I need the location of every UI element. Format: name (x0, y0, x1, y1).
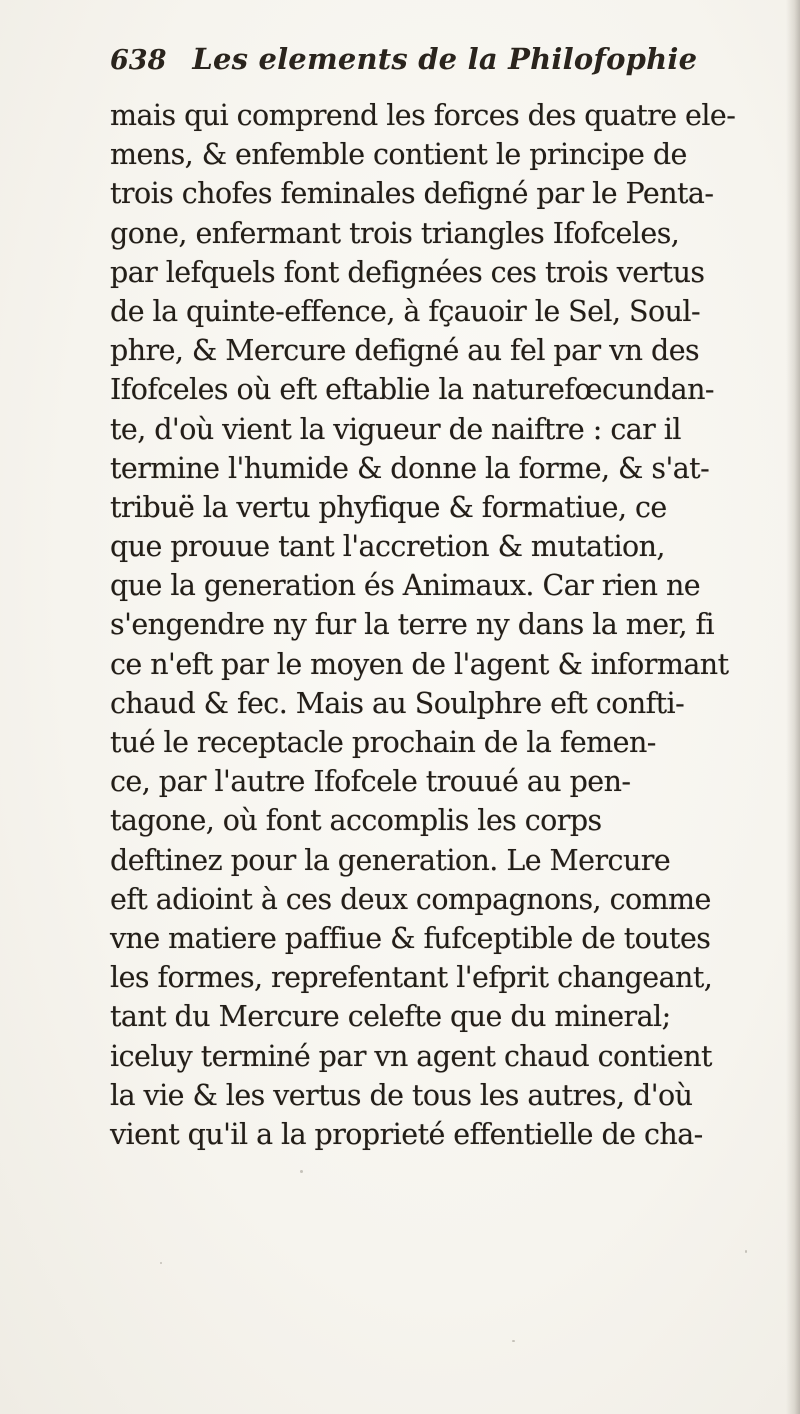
text-line: Ifofceles où eft eftablie la naturefœcundan- (110, 373, 714, 407)
running-title: Les elements de la Philofophie (192, 42, 698, 76)
text-line: tagone, où font accomplis les corps (110, 804, 602, 838)
page-number: 638 (110, 45, 167, 76)
text-line: que prouue tant l'accretion & mutation, (110, 530, 665, 564)
text-line: par lefquels font defignées ces trois vertus (110, 255, 705, 289)
text-line: tant du Mercure celefte que du mineral; (110, 1000, 671, 1034)
text-line: termine l'humide & donne la forme, & s'at- (110, 451, 710, 485)
text-line: deftinez pour la generation. Le Mercure (110, 843, 671, 877)
text-line: ce n'eft par le moyen de l'agent & informant (110, 647, 729, 681)
paper-speck (745, 1250, 747, 1253)
text-line: ce, par l'autre Ifofcele trouué au pen- (110, 765, 631, 799)
text-line: vne matiere paffiue & fufceptible de toutes (110, 921, 711, 955)
text-line: gone, enfermant trois triangles Ifofceles, (110, 216, 680, 250)
text-line: tribuë la vertu phyfique & formatiue, ce (110, 490, 667, 524)
text-line: phre, & Mercure defigné au fel par vn des (110, 334, 700, 368)
paper-speck (300, 1170, 303, 1173)
text-line: iceluy terminé par vn agent chaud contient (110, 1039, 712, 1073)
paper-speck (512, 1340, 515, 1342)
text-line: chaud & fec. Mais au Soulphre eft confti- (110, 686, 685, 720)
text-line: que la generation és Animaux. Car rien ne (110, 569, 701, 603)
body-text (110, 96, 800, 1154)
text-line: la vie & les vertus de tous les autres, d'où (110, 1078, 693, 1112)
text-line: te, d'où vient la vigueur de naiftre : car il (110, 412, 681, 446)
text-line: eft adioint à ces deux compagnons, comme (110, 882, 711, 916)
text-line: mais qui comprend les forces des quatre ele- (110, 99, 736, 132)
text-line: les formes, reprefentant l'efprit changeant, (110, 961, 713, 995)
text-line: s'engendre ny fur la terre ny dans la mer, fi (110, 608, 715, 642)
paper-speck (160, 1262, 162, 1264)
running-head (110, 42, 697, 92)
text-line: mens, & enfemble contient le principe de (110, 138, 687, 172)
text-line: trois chofes feminales defigné par le Penta- (110, 177, 714, 211)
text-line: vient qu'il a la proprieté effentielle de cha- (110, 1117, 703, 1151)
text-line: tué le receptacle prochain de la femen- (110, 726, 656, 759)
text-line: de la quinte-effence, à fçauoir le Sel, Soul- (110, 294, 701, 328)
